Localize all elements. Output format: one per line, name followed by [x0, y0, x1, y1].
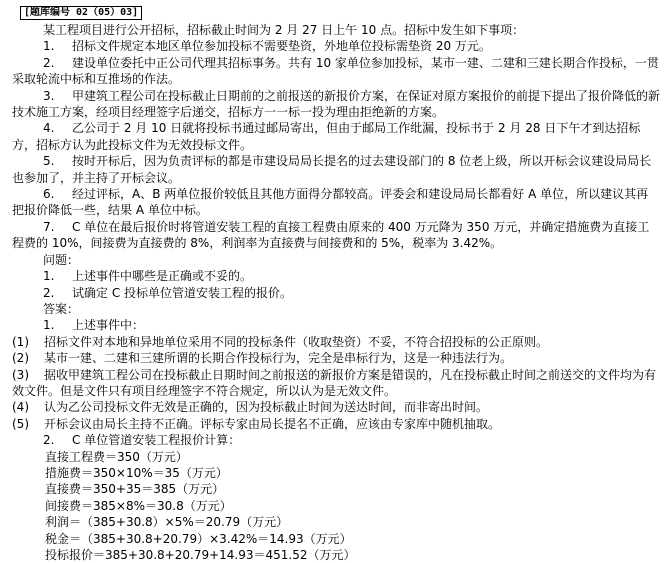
event-6	[12, 186, 660, 219]
event-text: 乙公司于 2 月 10 日就将投标书通过邮局寄出，但由于邮局工作纰漏，投标书于 2 月 28 日下午才到达招标方，招标方认为此投标文件为无效投标文件。	[12, 121, 641, 152]
answer-point-text: 认为乙公司投标文件无效是正确的，因为投标截止时间为送达时间，而非寄出时间。	[44, 400, 489, 415]
event-number: 6.	[43, 187, 55, 202]
event-text: 甲建筑工程公司在投标截止日期前的之前报送的新报价方案，在保证对原方案报价的前提下提出了报价降低的新技术施工方案，经项目经理签字后递交，招标方一一标一投为理由拒绝新的方案。	[12, 88, 660, 120]
answer-sub-text: C 单位管道安装工程报价计算：	[72, 433, 241, 448]
answer-point-number: (5)	[12, 416, 29, 431]
question-2	[12, 285, 660, 301]
event-text: 经过评标，A、B 两单位报价较低且其他方面得分都较高。评委会和建设局局长都看好 A 单位，所以建议其再把报价降低一些，结果 A 单位中标。	[12, 187, 649, 218]
question-text: 上述事件中哪些是正确或不妥的。	[72, 269, 253, 284]
answer-point-5	[12, 416, 660, 432]
answer-point-number: (2)	[12, 351, 29, 366]
answer-point-text: 某市一建、二建和三建所谓的长期合作投标行为，完全是串标行为，这是一种违法行为。	[44, 351, 513, 366]
answer-point-4	[12, 399, 660, 415]
calc-profit: 利润＝（385+30.8）×5%＝20.79（万元）	[45, 515, 289, 530]
answer-point-1	[12, 334, 660, 350]
event-text: 按时开标后，因为负责评标的都是市建设局局长提名的过去建设部门的 8 位老上级，所以开标会议建设局局长也参加了，并主持了开标会议。	[12, 154, 652, 185]
event-number: 4.	[43, 121, 55, 136]
calc-bid-price: 投标报价＝385+30.8+20.79+14.93＝451.52（万元）	[45, 548, 356, 562]
questions-heading: 问题：	[43, 252, 80, 267]
question-id-label: [题库编号 02（05）03]	[20, 6, 142, 20]
answer-heading: 答案：	[43, 301, 80, 316]
event-number: 7.	[43, 219, 55, 234]
document	[12, 3, 660, 563]
answer-point-text: 招标文件对本地和异地单位采用不同的投标条件（收取垫资）不妥，不符合招投标的公正原则。	[44, 334, 549, 349]
event-3	[12, 88, 660, 121]
answer-point-number: (1)	[12, 334, 29, 349]
event-number: 2.	[43, 55, 55, 70]
answer-point-text: 开标会议由局长主持不正确。评标专家由局长提名不正确，应该由专家库中随机抽取。	[44, 416, 501, 431]
event-4	[12, 120, 660, 153]
question-id-row	[12, 3, 660, 22]
event-text: C 单位在最后报价时将管道安装工程的直接工程费由原来的 400 万元降为 350 万元，并确定措施费为直接工程费的 10%，间接费为直接费的 8%，利润率为直接费与间接费和的 5%，税率为 3.42%。	[12, 219, 650, 251]
calc-direct-cost: 直接工程费＝350（万元）	[45, 449, 188, 464]
answer-sub-text: 上述事件中：	[72, 318, 145, 333]
question-number: 1.	[43, 269, 55, 284]
answer-point-text: 据收甲建筑工程公司在投标截止日期时间之前报送的新报价方案是错误的，凡在投标截止时间之前送交的文件均为有效文件。但是文件只有项目经理签字不符合规定，所以认为是无效文件。	[12, 367, 657, 398]
calc-measure-cost: 措施费＝350×10%＝35（万元）	[45, 465, 228, 480]
calc-direct-fee: 直接费＝350+35＝385（万元）	[45, 482, 225, 497]
answer-point-number: (3)	[12, 367, 29, 382]
intro-text: 某工程项目进行公开招标，招标截止时间为 2 月 27 日上午 10 点。招标中发生如下事项：	[43, 23, 525, 37]
answer-sub-number: 1.	[43, 318, 55, 333]
answer-sub-number: 2.	[43, 433, 55, 448]
answer-point-2	[12, 350, 660, 366]
answer-sub-2	[12, 432, 660, 448]
event-7	[12, 219, 660, 252]
event-number: 3.	[43, 88, 55, 103]
question-1	[12, 268, 660, 284]
event-2	[12, 55, 660, 88]
event-text: 招标文件规定本地区单位参加投标不需要垫资，外地单位投标需垫资 20 万元。	[72, 39, 491, 54]
calc-tax: 税金＝（385+30.8+20.79）×3.42%＝14.93（万元）	[45, 531, 352, 546]
answer-point-number: (4)	[12, 400, 29, 415]
event-1	[12, 38, 660, 54]
answer-sub-1	[12, 317, 660, 333]
event-number: 5.	[43, 154, 55, 169]
event-5	[12, 153, 660, 186]
event-number: 1.	[43, 39, 55, 54]
question-text: 试确定 C 投标单位管道安装工程的报价。	[72, 285, 293, 300]
question-number: 2.	[43, 285, 55, 300]
answer-point-3	[12, 367, 660, 400]
event-text: 建设单位委托中正公司代理其招标事务。共有 10 家单位参加投标，某市一建、二建和三建长期合作投标，一贯采取轮流中标和互推场的作法。	[12, 55, 659, 87]
calc-indirect-fee: 间接费＝385×8%＝30.8（万元）	[45, 498, 232, 513]
